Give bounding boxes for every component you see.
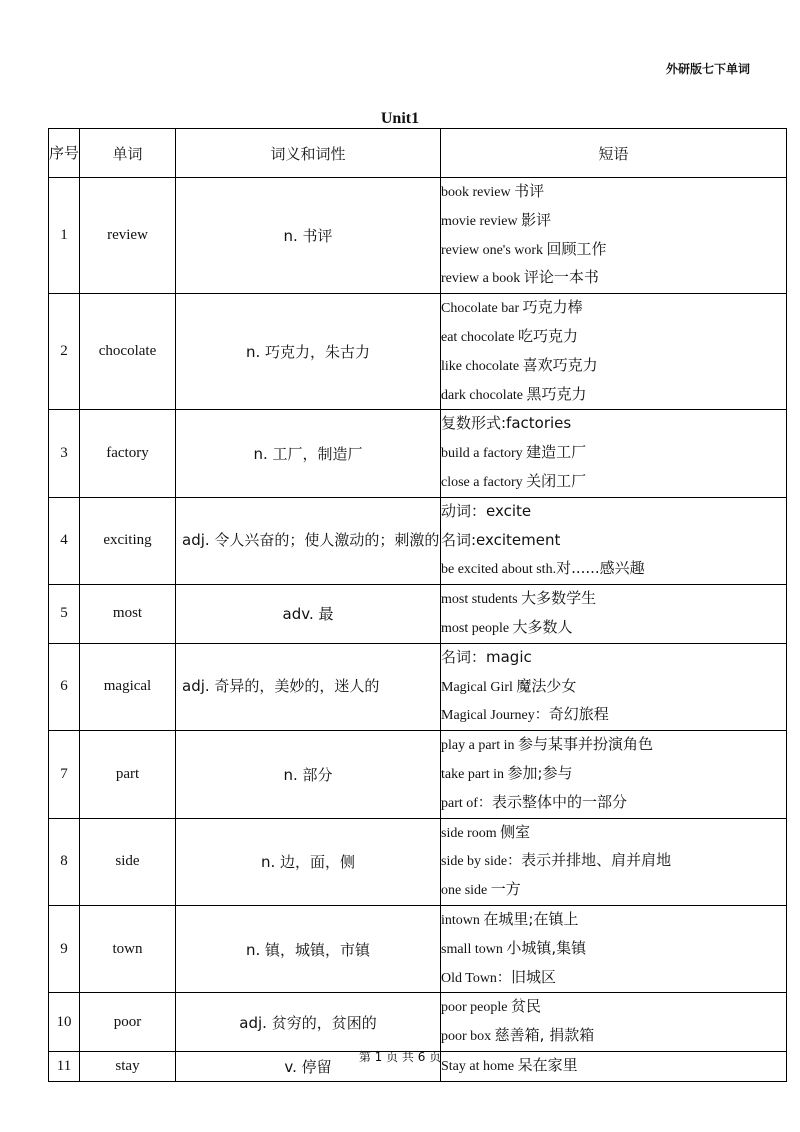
vocab-word: factory	[80, 410, 176, 497]
phrase-line	[441, 294, 786, 323]
phrase-list	[441, 178, 787, 294]
word-meaning: adj. 奇异的，美妙的，迷人的	[176, 643, 441, 730]
phrase-list	[441, 585, 787, 644]
word-meaning: n. 巧克力，朱古力	[176, 294, 441, 410]
phrase-chinese: 贫民	[510, 997, 541, 1016]
row-number: 3	[49, 410, 80, 497]
word-meaning: adj. 令人兴奋的；使人激动的；刺激的	[176, 497, 441, 584]
phrase-list	[441, 818, 787, 905]
phrase-chinese: 复数形式:factories	[441, 414, 572, 433]
table-row	[49, 585, 787, 644]
phrase-chinese: 书评	[514, 182, 545, 200]
phrase-line	[441, 352, 786, 381]
row-number: 9	[49, 905, 80, 992]
phrase-line	[441, 906, 786, 935]
phrase-line	[441, 527, 786, 556]
phrase-line	[441, 644, 786, 673]
phrase-chinese: 吃巧克力	[517, 326, 578, 345]
phrase-chinese: 一方	[490, 880, 521, 899]
table-row	[49, 410, 787, 497]
phrase-line	[441, 555, 786, 584]
row-number: 8	[49, 818, 80, 905]
phrase-line	[441, 178, 786, 207]
phrase-chinese: 巧克力棒	[522, 298, 583, 317]
phrase-english: Magical Girl	[441, 679, 517, 695]
phrase-line	[441, 585, 786, 614]
phrase-chinese: 对......感兴趣	[556, 559, 645, 578]
row-number: 11	[49, 1051, 80, 1081]
phrase-chinese: 动词：excite	[441, 501, 532, 520]
phrase-list	[441, 497, 787, 584]
phrase-line	[441, 614, 786, 643]
phrase-chinese: 评论一本书	[523, 268, 599, 287]
phrase-line	[441, 731, 786, 760]
phrase-list	[441, 294, 787, 410]
phrase-english: Chocolate bar	[441, 301, 523, 317]
table-header-row	[49, 129, 787, 178]
table-row	[49, 497, 787, 584]
phrase-chinese: 慈善箱, 捐款箱	[494, 1026, 595, 1045]
vocab-word: stay	[80, 1051, 176, 1081]
word-meaning: n. 镇，城镇，市镇	[176, 905, 441, 992]
table-row	[49, 294, 787, 410]
phrase-list	[441, 905, 787, 992]
phrase-english: poor box	[441, 1029, 495, 1045]
phrase-list	[441, 731, 787, 818]
vocab-word: town	[80, 905, 176, 992]
phrase-english: part of：	[441, 795, 492, 811]
table-row	[49, 178, 787, 294]
phrase-chinese: 建造工厂	[526, 443, 587, 462]
phrase-english: one side	[441, 883, 491, 899]
phrase-chinese: 大多数人	[512, 617, 573, 636]
word-meaning: n. 书评	[176, 178, 441, 294]
phrase-chinese: 呆在家里	[517, 1056, 578, 1074]
word-meaning: n. 边，面，侧	[176, 818, 441, 905]
phrase-english: poor people	[441, 1000, 511, 1016]
phrase-line	[441, 323, 786, 352]
phrase-chinese: 喜欢巧克力	[522, 355, 598, 374]
phrase-list	[441, 643, 787, 730]
phrase-line	[441, 993, 786, 1022]
phrase-english: like chocolate	[441, 358, 523, 374]
column-header-number: 序号	[49, 129, 80, 178]
vocab-word: magical	[80, 643, 176, 730]
phrase-line	[441, 207, 786, 236]
page-footer: 第 1 页 共 6 页	[358, 1050, 442, 1064]
phrase-english: review a book	[441, 271, 524, 287]
table-row	[49, 818, 787, 905]
vocabulary-table	[48, 128, 787, 1082]
phrase-line	[441, 760, 786, 789]
phrase-english: Magical Journey：	[441, 708, 549, 724]
phrase-english: eat chocolate	[441, 329, 518, 345]
phrase-english: close a factory	[441, 474, 527, 490]
document-header-label: 外研版七下单词	[665, 62, 750, 76]
phrase-english: side room	[441, 825, 501, 841]
phrase-line	[441, 439, 786, 468]
phrase-chinese: 参加;参与	[507, 763, 573, 782]
phrase-english: most people	[441, 620, 513, 636]
phrase-english: take part in	[441, 766, 508, 782]
phrase-chinese: 关闭工厂	[526, 471, 587, 490]
phrase-english: movie review	[441, 213, 522, 229]
table-row	[49, 993, 787, 1052]
row-number: 4	[49, 497, 80, 584]
vocab-word: most	[80, 585, 176, 644]
page-title: Unit1	[380, 110, 420, 127]
phrase-english: most students	[441, 592, 522, 608]
vocab-word: review	[80, 178, 176, 294]
table-row	[49, 905, 787, 992]
phrase-line	[441, 847, 786, 876]
phrase-chinese: 影评	[521, 210, 552, 229]
phrase-english: book review	[441, 185, 515, 200]
phrase-english: intown	[441, 912, 484, 928]
phrase-chinese: 侧室	[500, 822, 531, 841]
vocab-word: exciting	[80, 497, 176, 584]
column-header-meaning: 词义和词性	[176, 129, 441, 178]
row-number: 5	[49, 585, 80, 644]
table-body	[49, 178, 787, 1082]
word-meaning: adv. 最	[176, 585, 441, 644]
phrase-line	[441, 789, 786, 818]
table-row	[49, 731, 787, 818]
phrase-english: build a factory	[441, 446, 527, 462]
phrase-english: be excited about sth.	[441, 562, 557, 578]
phrase-line	[441, 673, 786, 702]
vocab-word: side	[80, 818, 176, 905]
vocab-word: part	[80, 731, 176, 818]
phrase-english: Old Town：	[441, 970, 511, 986]
word-meaning: adj. 贫穷的，贫困的	[176, 993, 441, 1052]
phrase-chinese: 回顾工作	[546, 239, 607, 258]
phrase-english: play a part in	[441, 738, 518, 754]
phrase-line	[441, 498, 786, 527]
phrase-line	[441, 1022, 786, 1051]
table-row	[49, 643, 787, 730]
phrase-chinese: 名词：magic	[441, 647, 532, 666]
phrase-line	[441, 264, 786, 293]
phrase-chinese: 大多数学生	[521, 589, 597, 608]
phrase-chinese: 旧城区	[510, 967, 556, 986]
row-number: 6	[49, 643, 80, 730]
phrase-chinese: 表示整体中的一部分	[491, 792, 627, 811]
phrase-english: small town	[441, 941, 507, 957]
row-number: 10	[49, 993, 80, 1052]
phrase-line	[441, 935, 786, 964]
column-header-word: 单词	[80, 129, 176, 178]
phrase-chinese: 名词:excitement	[441, 530, 561, 549]
phrase-english: side by side：	[441, 854, 522, 870]
row-number: 2	[49, 294, 80, 410]
phrase-line	[441, 468, 786, 497]
phrase-chinese: 黑巧克力	[526, 384, 587, 403]
word-meaning: n. 部分	[176, 731, 441, 818]
phrase-line	[441, 876, 786, 905]
phrase-chinese: 奇幻旅程	[548, 705, 609, 724]
phrase-chinese: 在城里;在镇上	[483, 909, 579, 928]
phrase-line	[441, 701, 786, 730]
phrase-english: review one's work	[441, 242, 547, 258]
phrase-list	[441, 993, 787, 1052]
vocab-word: poor	[80, 993, 176, 1052]
phrase-chinese: 表示并排地、肩并肩地	[521, 851, 672, 870]
phrase-english: dark chocolate	[441, 387, 527, 403]
column-header-phrases: 短语	[441, 129, 787, 178]
phrase-line	[441, 410, 786, 439]
row-number: 7	[49, 731, 80, 818]
vocab-word: chocolate	[80, 294, 176, 410]
word-meaning: v. 停留	[176, 1051, 441, 1081]
phrase-chinese: 魔法少女	[516, 676, 577, 695]
phrase-line	[441, 236, 786, 265]
phrase-list	[441, 410, 787, 497]
word-meaning: n. 工厂，制造厂	[176, 410, 441, 497]
phrase-line	[441, 964, 786, 993]
phrase-chinese: 参与某事并扮演角色	[517, 735, 653, 754]
phrase-english: Stay at home	[441, 1059, 518, 1074]
row-number: 1	[49, 178, 80, 294]
phrase-chinese: 小城镇,集镇	[506, 938, 587, 957]
phrase-line	[441, 819, 786, 848]
phrase-line	[441, 381, 786, 410]
